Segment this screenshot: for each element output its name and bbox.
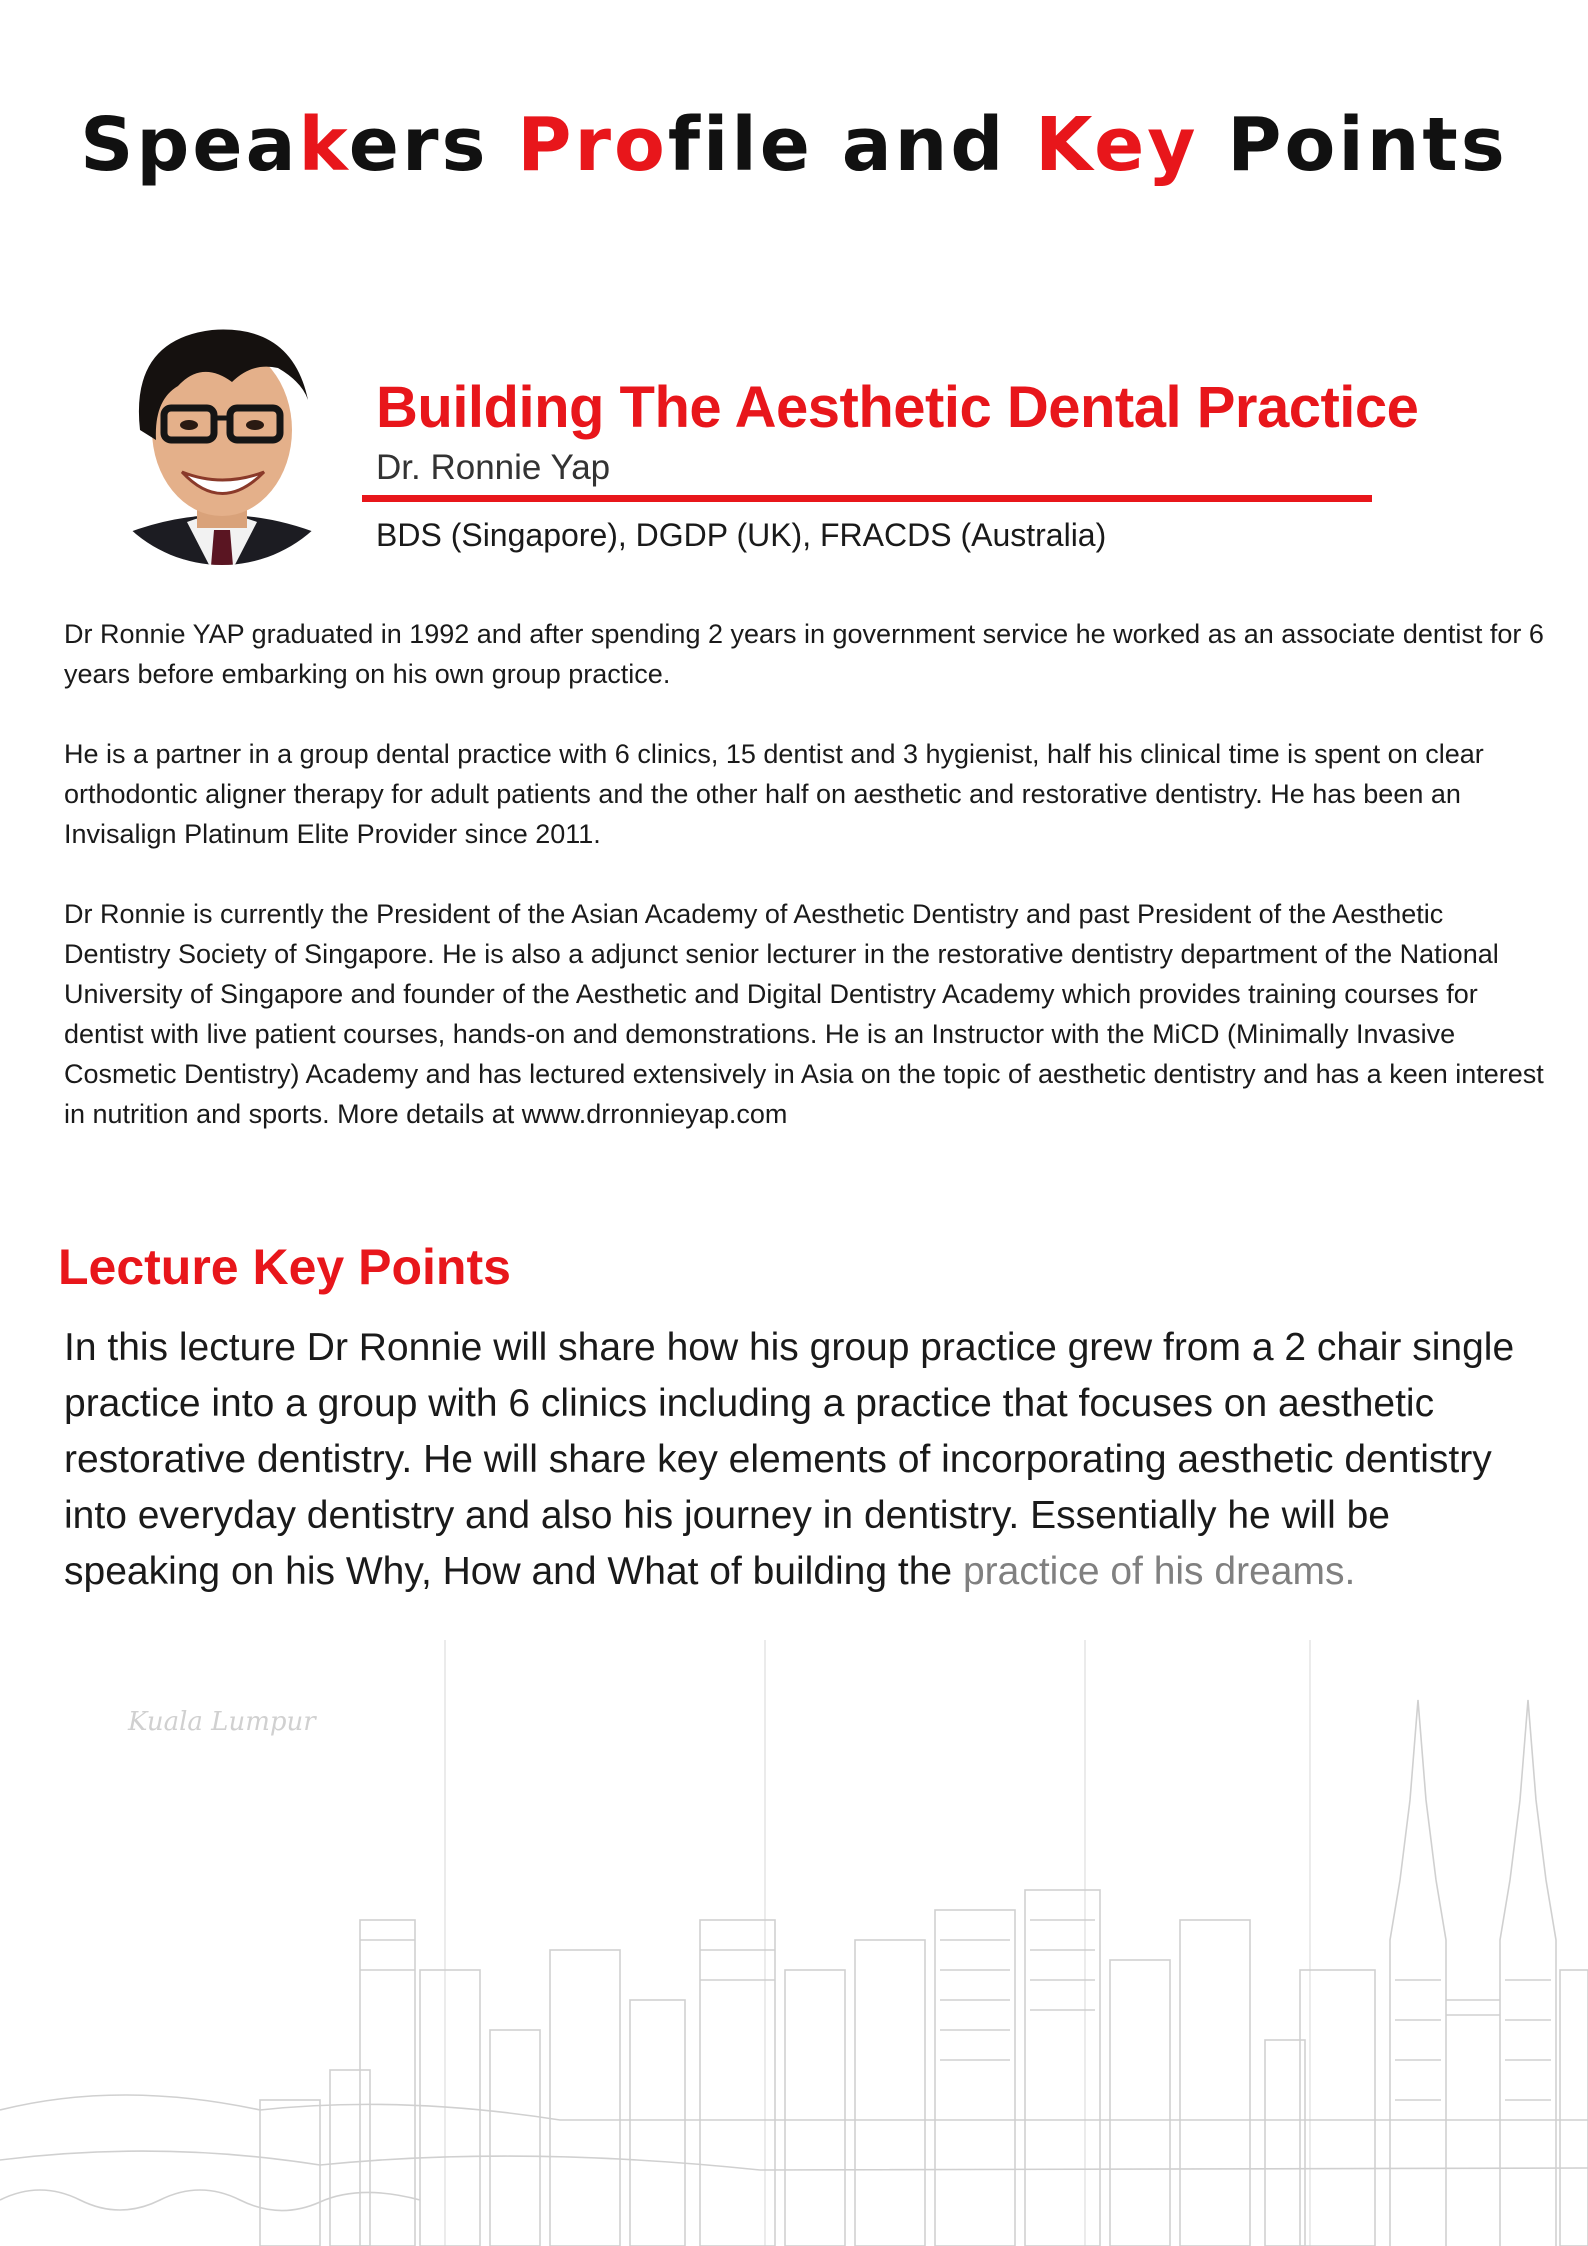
title-part: Key [1035, 101, 1199, 188]
bio-paragraph: Dr Ronnie is currently the President of the Asian Academy of Aesthetic Dentistry and past President of the Aesthetic Dentistry Society of Singapore. He is also a adjunct senior lecturer in the restorative dentistry department of the National University of Singapore and founder of the Aesthetic and Digital Dentistry Academy which provides training courses for dentist with live patient courses, hands-on and demonstrations. He is an Instructor with the MiCD (Minimally Invasive Cosmetic Dentistry) Academy and has lectured extensively in Asia on the topic of aesthetic dentistry and has a keen interest in nutrition and sports. More details at www.drronnieyap.com [64, 899, 1544, 1129]
title-part: file and [667, 101, 1036, 188]
skyline-signature: Kuala Lumpur [128, 1707, 316, 1737]
title-part: Pro [517, 101, 668, 188]
bio-paragraph: He is a partner in a group dental practice with 6 clinics, 15 dentist and 3 hygienist, half his clinical time is spent on clear orthodontic aligner therapy for adult patients and the other half on aesthetic and restorative dentistry. He has been an Invisalign Platinum Elite Provider since 2011. [64, 739, 1484, 849]
title-part: ers [348, 101, 518, 188]
title-part: k [298, 101, 349, 188]
talk-title: Building The Aesthetic Dental Practice [376, 375, 1419, 440]
speaker-photo [82, 290, 362, 590]
divider [362, 495, 1372, 502]
skyline-sketch [0, 1640, 1588, 2246]
speaker-bio [64, 614, 1554, 1174]
title-part: Spea [80, 101, 299, 188]
lecture-key-points-text [64, 1320, 1524, 1600]
title-part: Points [1198, 101, 1508, 188]
bio-paragraph: Dr Ronnie YAP graduated in 1992 and after spending 2 years in government service he worked as an associate dentist for 6 years before embarking on his own group practice. [64, 619, 1544, 689]
speaker-credentials: BDS (Singapore), DGDP (UK), FRACDS (Australia) [376, 517, 1107, 553]
key-points-faded: practice of his dreams. [962, 1550, 1356, 1593]
key-points-main: In this lecture Dr Ronnie will share how his group practice grew from a 2 chair single practice into a group with 6 clinics including a practice that focuses on aesthetic restorative dentistry. He will share key elements of incorporating aesthetic dentistry into everyday dentistry and also his journey in dentistry. Essentially he will be speaking on his Why, How and What of building the [64, 1326, 1515, 1593]
page-title [0, 101, 1588, 188]
lecture-key-points-heading: Lecture Key Points [58, 1239, 511, 1295]
speaker-name: Dr. Ronnie Yap [376, 448, 611, 487]
